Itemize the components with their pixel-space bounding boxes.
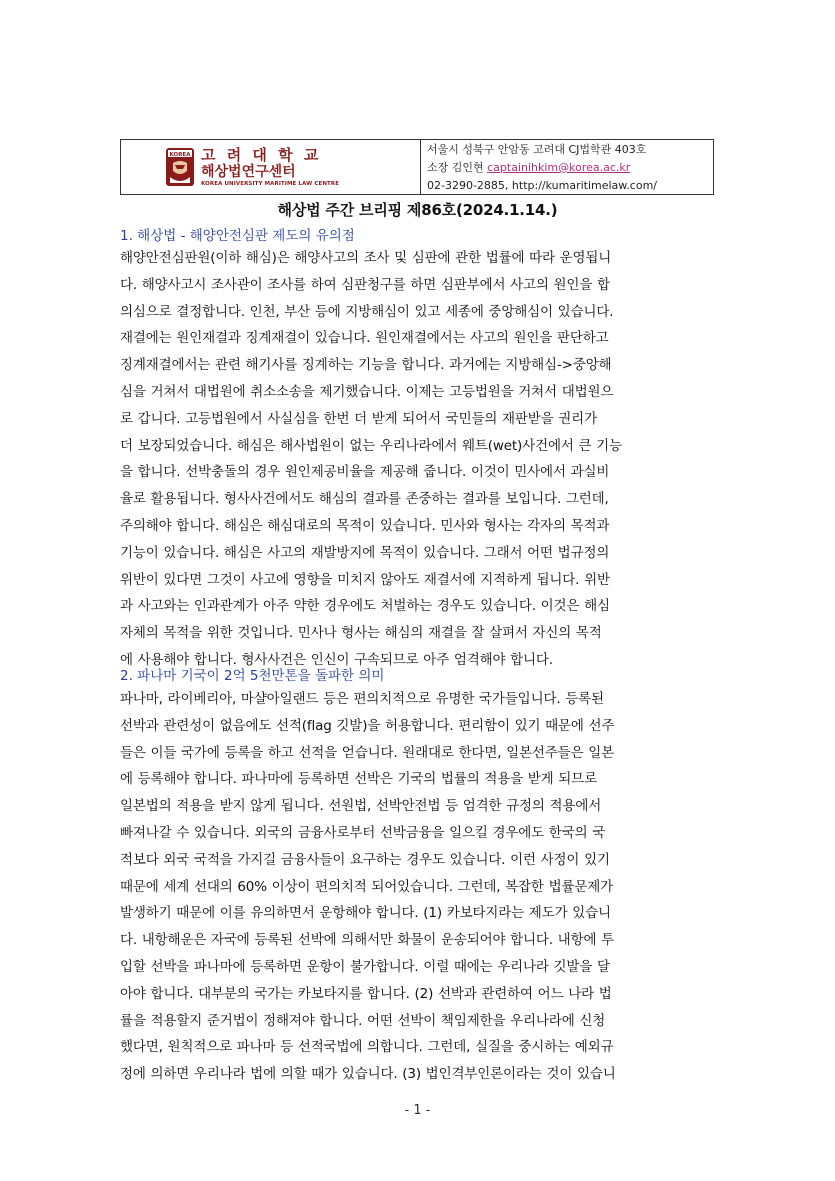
logo-cell	[121, 140, 421, 194]
logo-university-name: 고 려 대 학 교	[201, 145, 322, 164]
paragraph-line: 에 사용해야 합니다. 형사사건은 인신이 구속되므로 아주 엄격해야 합니다.	[120, 651, 553, 668]
paragraph-line: 징계재결에서는 관련 해기사를 징계하는 기능을 합니다. 과거에는 지방해심->중앙해	[120, 357, 612, 374]
paragraph-line: 재결에는 원인재결과 징계재결이 있습니다. 원인재결에서는 사고의 원인을 판단하고	[120, 330, 609, 347]
paragraph-line: 했다면, 원칙적으로 파나마 등 선적국법에 의합니다. 그런데, 실질을 중시하는 예외규	[120, 1039, 614, 1056]
paragraph-line: 적보다 외국 국적을 가지길 금융사들이 요구하는 경우도 있습니다. 이런 사정이 있기	[120, 851, 610, 868]
director-line	[427, 159, 713, 177]
email-link[interactable]: captainihkim@korea.ac.kr	[487, 161, 631, 174]
paragraph-line: 과 사고와는 인과관계가 아주 약한 경우에도 처벌하는 경우도 있습니다. 이것은 해심	[120, 598, 610, 615]
paragraph-line: 때문에 세계 선대의 60% 이상이 편의치적 되어있습니다. 그런데, 복잡한 법률문제가	[120, 878, 614, 895]
logo-center-name: 해상법연구센터	[201, 163, 296, 180]
paragraph-line: 더 보장되었습니다. 해심은 해사법원이 없는 우리나라에서 웨트(wet)사건에서 큰 기능	[120, 437, 622, 454]
page-number: - 1 -	[404, 1103, 431, 1118]
paragraph-line: 다. 내항해운은 자국에 등록된 선박에 의해서만 화물이 운송되어야 합니다. 내항에 투	[120, 932, 614, 949]
paragraph-line: 정에 의하면 우리나라 법에 의할 때가 있습니다. (3) 법인격부인론이라는 것이 있습니	[120, 1066, 616, 1083]
paragraph-line: 기능이 있습니다. 해심은 사고의 재발방지에 목적이 있습니다. 그래서 어떤 법규정의	[120, 544, 610, 561]
paragraph-line: 률을 적용할지 준거법이 정해져야 합니다. 어떤 선박이 책임제한을 우리나라에 신청	[120, 1012, 606, 1029]
address-line: 서울시 성북구 안암동 고려대 CJ법학관 403호	[427, 143, 647, 156]
section-2-heading: 2. 파나마 기국이 2억 5천만톤을 돌파한 의미	[120, 668, 385, 684]
paragraph-line: 율로 활용됩니다. 형사사건에서도 해심의 결과를 존중하는 결과를 보입니다. 그런데,	[120, 491, 609, 508]
paragraph-line: 로 갑니다. 고등법원에서 사실심을 한번 더 받게 되어서 국민들의 재판받을 권리가	[120, 410, 597, 427]
section-1-body	[120, 245, 714, 674]
paragraph-line: 위반이 있다면 그것이 사고에 영향을 미치지 않아도 재결서에 지적하게 됩니다. 위반	[120, 571, 610, 588]
paragraph-line: 다. 해양사고시 조사관이 조사를 하여 심판청구를 하면 심판부에서 사고의 원인을 합	[120, 276, 610, 293]
paragraph-line: 파나마, 라이베리아, 마샬아일랜드 등은 편의치적으로 유명한 국가들입니다. 등록된	[120, 691, 604, 707]
briefing-title: 해상법 주간 브리핑 제86호(2024.1.14.)	[277, 201, 558, 219]
logo-english-name: KOREA UNIVERSITY MARITIME LAW CENTRE	[201, 180, 340, 187]
paragraph-line: 선박과 관련성이 없음에도 선적(flag 깃발)을 허용합니다. 편리함이 있기 때문에 선주	[120, 717, 615, 734]
logo-wordmark	[201, 147, 339, 188]
section-1-heading: 1. 해상법 - 해양안전심판 제도의 유의점	[120, 228, 355, 244]
paragraph-line: 발생하기 때문에 이를 유의하면서 운항해야 합니다. (1) 카보타지라는 제도가 있습니	[120, 905, 611, 922]
paragraph-line: 일본법의 적용을 받지 않게 됩니다. 선원법, 선박안전법 등 엄격한 규정의 적용에서	[120, 798, 602, 815]
paragraph-line: 심을 거쳐서 대법원에 취소소송을 제기했습니다. 이제는 고등법원을 거쳐서 대법원으	[120, 383, 614, 400]
contact-info-cell	[421, 140, 713, 194]
paragraph-line: 아야 합니다. 대부분의 국가는 카보타지를 합니다. (2) 선박과 관련하여 어느 나라 법	[120, 985, 612, 1002]
paragraph-line: 해양안전심판원(이하 해심)은 해양사고의 조사 및 심판에 관한 법률에 따라 운영됩니	[120, 250, 612, 266]
contact-line[interactable]: 02-3290-2885, http://kumaritimelaw.com/	[427, 179, 657, 192]
paragraph-line: 들은 이들 국가에 등록을 하고 선적을 얻습니다. 원래대로 한다면, 일본선주들은 일본	[120, 744, 614, 761]
paragraph-line: 입할 선박을 파나마에 등록하면 운항이 불가합니다. 이럴 때에는 우리나라 깃발을 달	[120, 958, 610, 975]
seal-lettering: KOREA	[169, 152, 191, 158]
paragraph-line: 주의해야 합니다. 해심은 해심대로의 목적이 있습니다. 민사와 형사는 각자의 목적과	[120, 517, 610, 534]
paragraph-line: 자체의 목적을 위한 것입니다. 민사나 형사는 해심의 재결을 잘 살펴서 자신의 목적	[120, 625, 602, 642]
paragraph-line: 에 등록해야 합니다. 파나마에 등록하면 선박은 기국의 법률의 적용을 받게 되므로	[120, 771, 597, 788]
paragraph-line: 을 합니다. 선박충돌의 경우 원인제공비율을 제공해 줍니다. 이것이 민사에서 과실비	[120, 464, 610, 481]
paragraph-line: 빠져나갈 수 있습니다. 외국의 금융사로부터 선박금융을 일으킬 경우에도 한국의 국	[120, 824, 606, 841]
section-2-body	[120, 686, 714, 1088]
paragraph-line: 의심으로 결정합니다. 인천, 부산 등에 지방해심이 있고 세종에 중앙해심이 있습니다.	[120, 303, 614, 320]
header-table	[120, 139, 714, 195]
university-seal-logo	[165, 147, 195, 187]
director-label: 소장 김인현	[427, 161, 488, 174]
